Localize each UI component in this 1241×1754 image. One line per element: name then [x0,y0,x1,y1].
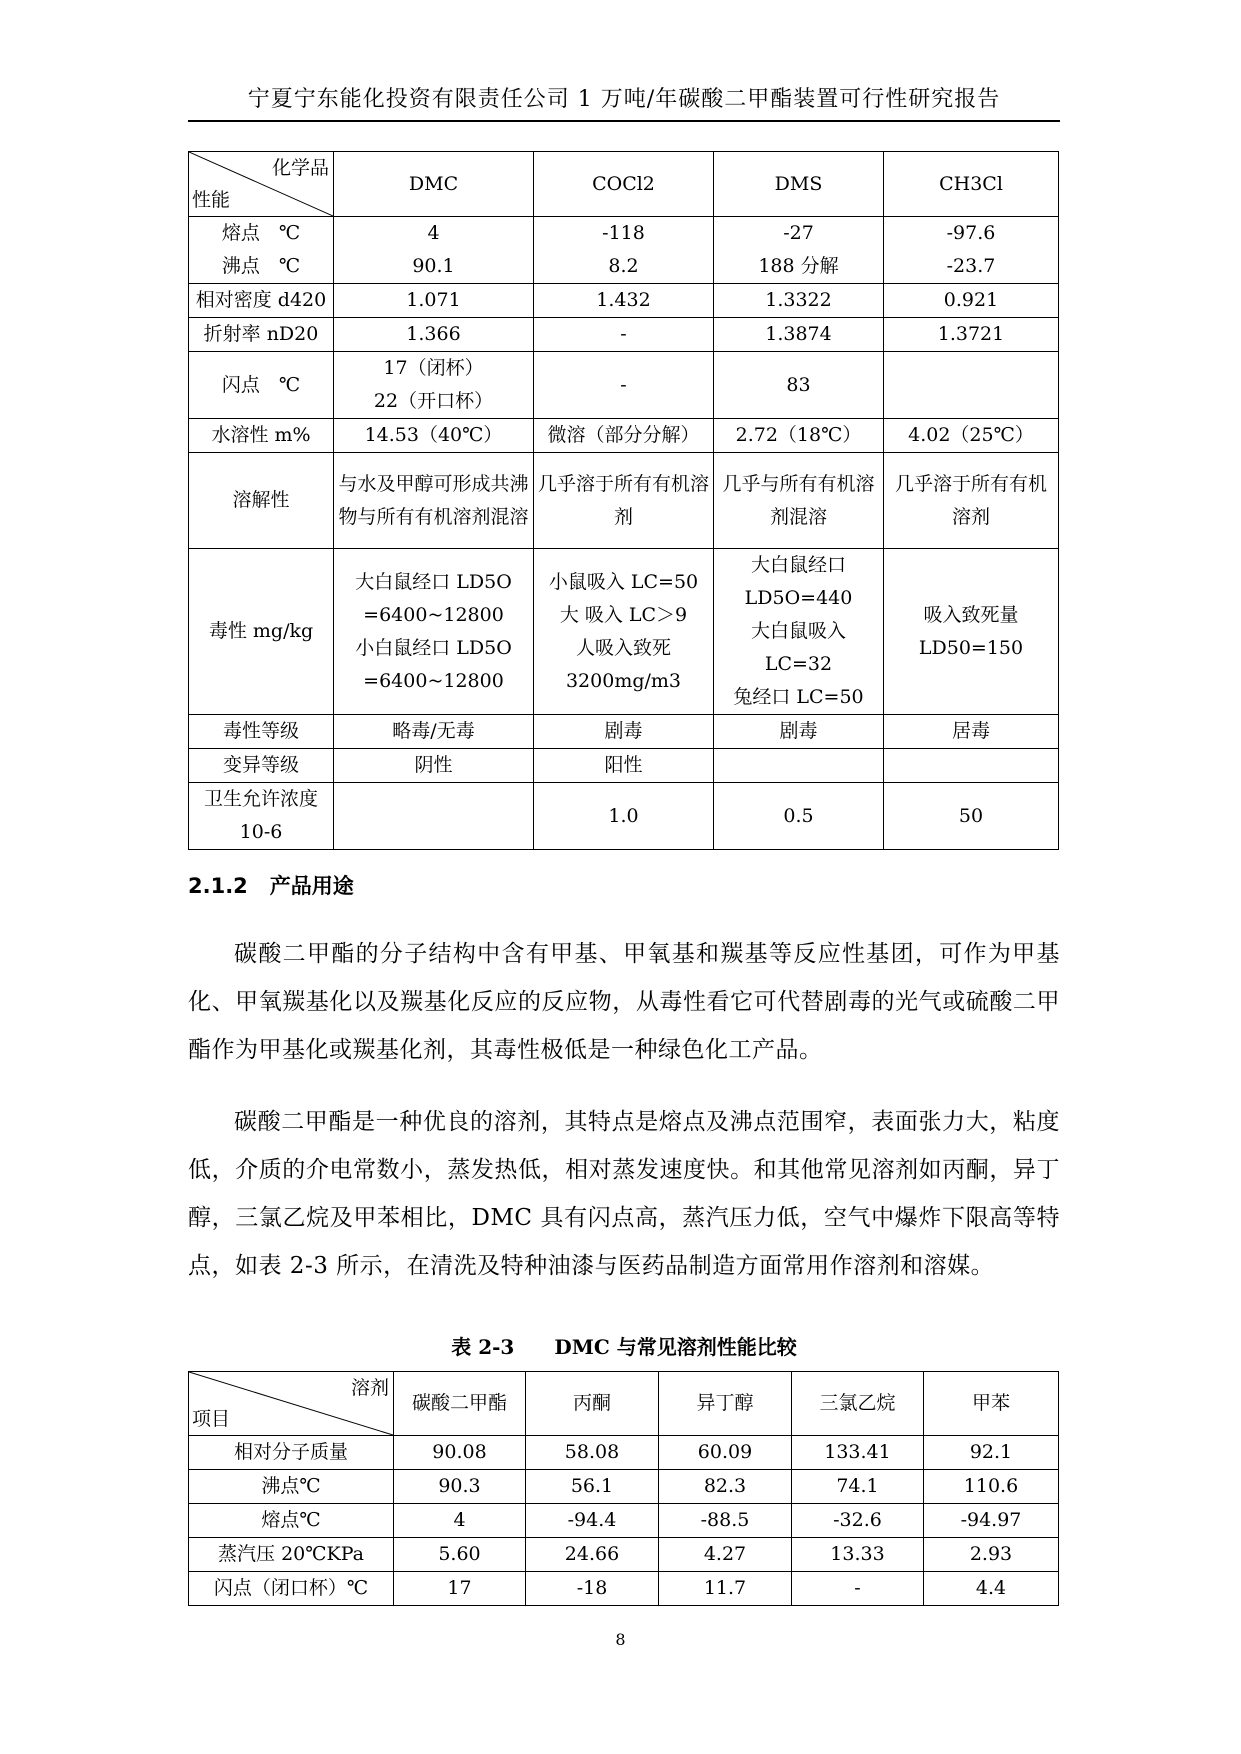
table-cell: 24.66 [526,1538,659,1572]
table-row [189,1470,1059,1504]
row-label: 熔点℃ [189,1504,394,1538]
table-cell: 82.3 [659,1470,792,1504]
column-header: 碳酸二甲酯 [394,1372,526,1436]
table-cell: 1.3721 [884,318,1059,352]
table-row [189,549,1059,715]
table-cell: 56.1 [526,1470,659,1504]
table-row [189,453,1059,549]
table-cell: 17 [394,1572,526,1606]
table-row [189,715,1059,749]
corner-label-top: 溶剂 [350,1377,389,1399]
table-cell: -18 [526,1572,659,1606]
column-header: CH3Cl [884,152,1059,217]
table-cell: 17（闭杯） 22（开口杯） [334,352,534,419]
header-rule [188,120,1060,122]
table-row [189,318,1059,352]
table-cell: 1.432 [534,284,714,318]
table-cell: 4.4 [924,1572,1059,1606]
table-cell: -118 8.2 [534,217,714,284]
table-cell: 90.3 [394,1470,526,1504]
column-header: COCl2 [534,152,714,217]
table-cell: 11.7 [659,1572,792,1606]
table-cell: 110.6 [924,1470,1059,1504]
table-cell: 4.27 [659,1538,792,1572]
paragraph: 碳酸二甲酯是一种优良的溶剂，其特点是熔点及沸点范围窄，表面张力大，粘度低，介质的介电常数小，蒸发热低，相对蒸发速度快。和其他常见溶剂如丙酮，异丁醇，三氯乙烷及甲苯相比，DMC 具有闪点高，蒸汽压力低，空气中爆炸下限高等特点，如表 2-3 所示，在清洗及特种油漆与医药品制造方面常用作溶剂和溶媒。 [188,1109,1060,1279]
row-label: 蒸汽压 20℃KPa [189,1538,394,1572]
table-header-row [189,152,1059,217]
table-cell: 几乎溶于所有有机溶剂 [534,453,714,549]
diagonal-header-cell [189,152,334,217]
table-cell: -94.97 [924,1504,1059,1538]
table-cell: 13.33 [792,1538,924,1572]
row-label: 水溶性 m% [189,419,334,453]
solvent-comparison-table [188,1371,1059,1606]
table-cell [714,749,884,783]
table-cell: 1.366 [334,318,534,352]
table-row [189,783,1059,850]
table-cell: 阴性 [334,749,534,783]
table-row [189,419,1059,453]
table-cell: 阳性 [534,749,714,783]
table-cell: 4 90.1 [334,217,534,284]
row-label: 闪点 ℃ [189,352,334,419]
table-cell: 4 [394,1504,526,1538]
table-cell: 大白鼠经口 LD5O=440 大白鼠吸入 LC=32 兔经口 LC=50 [714,549,884,715]
table-cell: - [534,352,714,419]
table-cell: - [792,1572,924,1606]
corner-label-bottom: 项目 [192,1408,231,1430]
column-header: 异丁醇 [659,1372,792,1436]
row-label: 沸点℃ [189,1470,394,1504]
table-cell: 0.5 [714,783,884,850]
table-row [189,217,1059,284]
table-cell: 5.60 [394,1538,526,1572]
table-cell: 58.08 [526,1436,659,1470]
table-cell: 大白鼠经口 LD5O =6400~12800 小白鼠经口 LD5O =6400~12800 [334,549,534,715]
table-cell: 居毒 [884,715,1059,749]
paragraph: 碳酸二甲酯的分子结构中含有甲基、甲氧基和羰基等反应性基团，可作为甲基化、甲氧羰基化以及羰基化反应的反应物，从毒性看它可代替剧毒的光气或硫酸二甲酯作为甲基化或羰基化剂，其毒性极低是一种绿色化工产品。 [188,941,1060,1063]
table-cell [334,783,534,850]
table-cell: 略毒/无毒 [334,715,534,749]
table-cell: - [534,318,714,352]
row-label: 闪点（闭口杯）℃ [189,1572,394,1606]
row-label: 毒性 mg/kg [189,549,334,715]
table-cell: 60.09 [659,1436,792,1470]
table-cell: 几乎溶于所有有机溶剂 [884,453,1059,549]
table-cell: 吸入致死量 LD50=150 [884,549,1059,715]
table-cell: -27 188 分解 [714,217,884,284]
corner-label-top: 化学品 [271,157,329,179]
table-row [189,1538,1059,1572]
table-row [189,1504,1059,1538]
row-label: 熔点 ℃ 沸点 ℃ [189,217,334,284]
table-cell: -97.6 -23.7 [884,217,1059,284]
caption-number: 表 2-3 [451,1335,515,1359]
table-cell: -94.4 [526,1504,659,1538]
row-label: 变异等级 [189,749,334,783]
page-number: 8 [615,1630,626,1649]
corner-label-bottom: 性能 [192,189,231,211]
table-cell [884,749,1059,783]
table-row [189,1572,1059,1606]
table-cell: 1.3874 [714,318,884,352]
table-cell: 1.0 [534,783,714,850]
table-row [189,284,1059,318]
table-cell: 50 [884,783,1059,850]
table-cell: 微溶（部分分解） [534,419,714,453]
table-cell: 1.3322 [714,284,884,318]
table-cell: 剧毒 [714,715,884,749]
table-cell: 几乎与所有有机溶剂混溶 [714,453,884,549]
table-row [189,749,1059,783]
row-label: 溶解性 [189,453,334,549]
row-label: 折射率 nD20 [189,318,334,352]
diagonal-header-cell [189,1372,394,1436]
column-header: 三氯乙烷 [792,1372,924,1436]
table-header-row [189,1372,1059,1436]
row-label: 卫生允许浓度 10-6 [189,783,334,850]
column-header: DMC [334,152,534,217]
table-cell: 92.1 [924,1436,1059,1470]
table-cell: 74.1 [792,1470,924,1504]
table-caption [188,1331,1060,1360]
table-cell: 2.72（18℃） [714,419,884,453]
caption-title: DMC 与常见溶剂性能比较 [554,1335,797,1359]
column-header: 丙酮 [526,1372,659,1436]
section-number: 2.1.2 [188,874,248,898]
section-title: 产品用途 [269,874,354,898]
table-cell: 133.41 [792,1436,924,1470]
table-cell: 剧毒 [534,715,714,749]
table-cell [884,352,1059,419]
table-cell: 2.93 [924,1538,1059,1572]
table-row [189,352,1059,419]
table-cell: 14.53（40℃） [334,419,534,453]
table-cell: -88.5 [659,1504,792,1538]
table-cell: 90.08 [394,1436,526,1470]
row-label: 毒性等级 [189,715,334,749]
row-label: 相对分子质量 [189,1436,394,1470]
column-header: 甲苯 [924,1372,1059,1436]
table-cell: 4.02（25℃） [884,419,1059,453]
page-header: 宁夏宁东能化投资有限责任公司 1 万吨/年碳酸二甲酯装置可行性研究报告 [247,87,1001,112]
table-cell: 小鼠吸入 LC=50 大 吸入 LC＞9 人吸入致死 3200mg/m3 [534,549,714,715]
column-header: DMS [714,152,884,217]
row-label: 相对密度 d420 [189,284,334,318]
table-cell: 1.071 [334,284,534,318]
section-heading [188,870,354,900]
chemical-properties-table [188,151,1059,850]
table-row [189,1436,1059,1470]
table-cell: 与水及甲醇可形成共沸物与所有有机溶剂混溶 [334,453,534,549]
table-cell: 0.921 [884,284,1059,318]
table-cell: -32.6 [792,1504,924,1538]
table-cell: 83 [714,352,884,419]
